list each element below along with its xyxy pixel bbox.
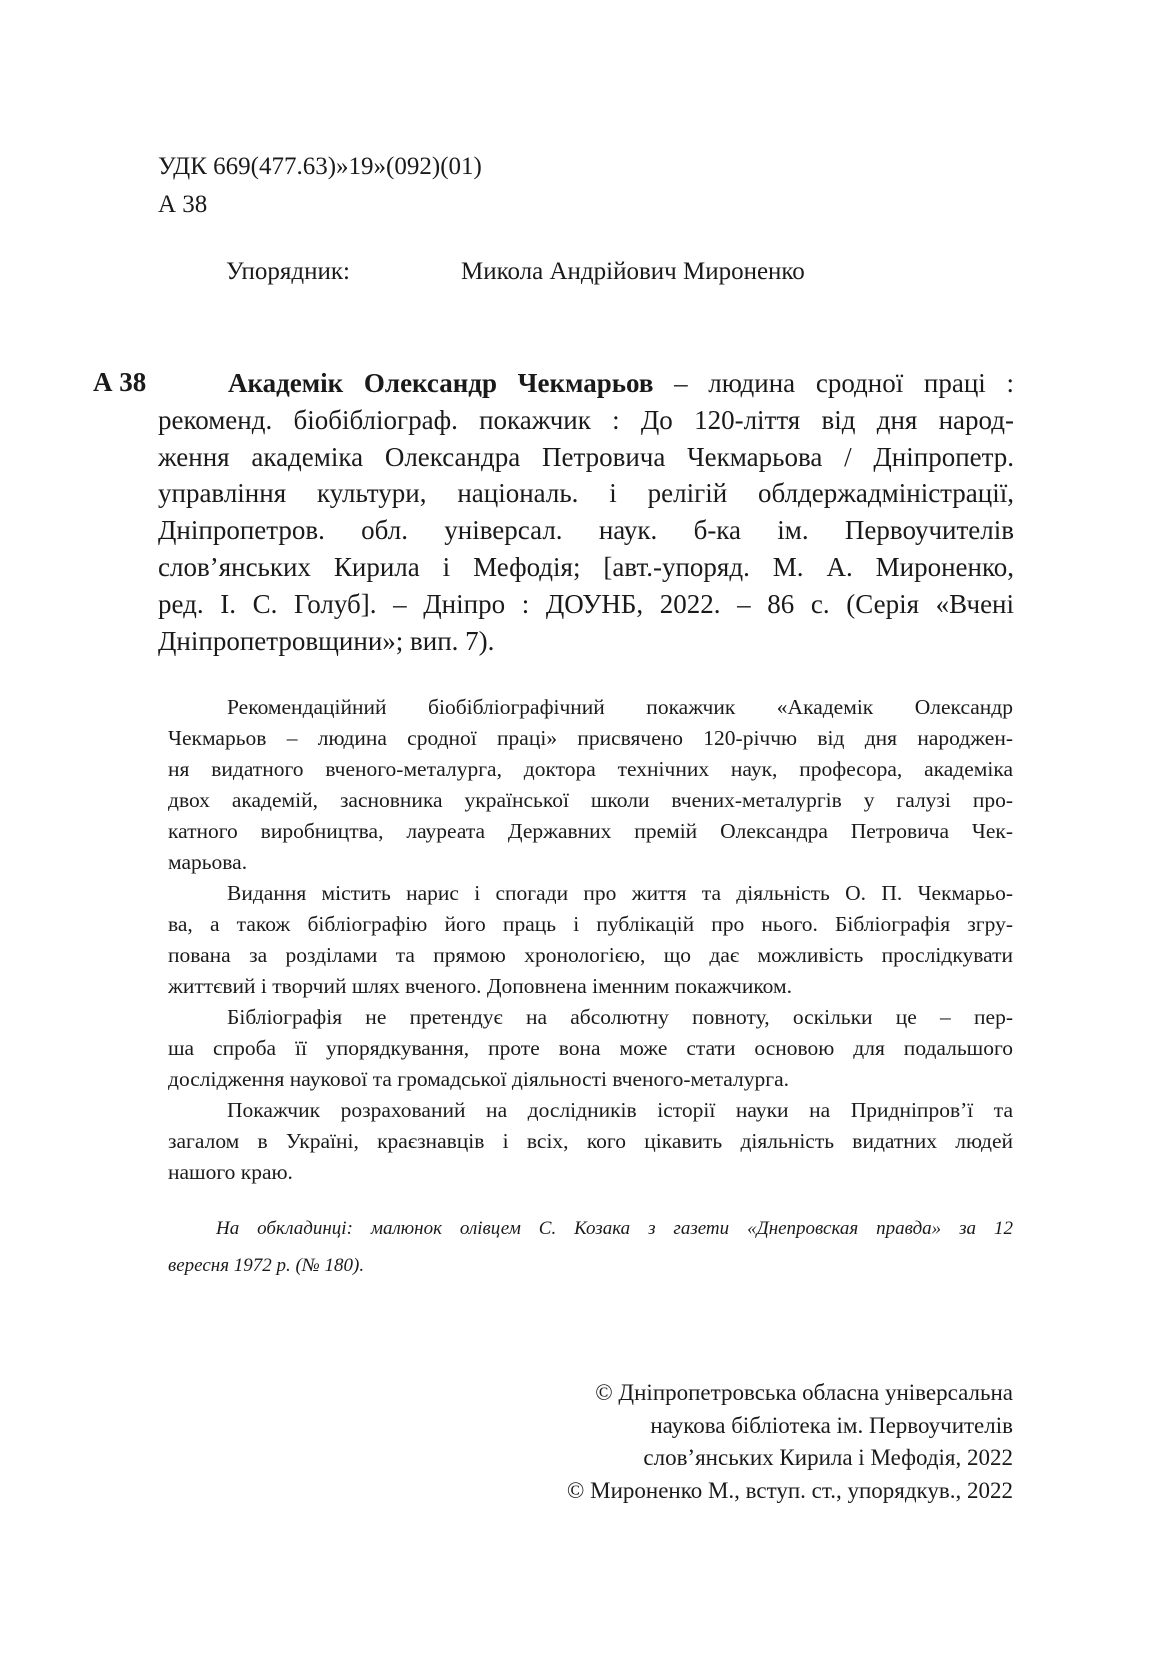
abstract-line: ня видатного вченого-металурга, доктора технічних наук, професора, академіка bbox=[168, 757, 1013, 781]
author-sign-code: А 38 bbox=[158, 191, 208, 218]
abstract-line: дослідження наукової та громадської діяльності вченого-металурга. bbox=[168, 1067, 789, 1091]
copyright-line: © Дніпропетровська обласна універсальна bbox=[595, 1380, 1013, 1405]
abstract-line: Чекмарьов – людина сродної праці» присвячено 120-річчю від дня народжен- bbox=[168, 726, 1013, 750]
entry-title: Академік Олександр Чекмарьов bbox=[228, 368, 654, 398]
compiler-name: Микола Андрійович Мироненко bbox=[461, 258, 805, 285]
entry-line bbox=[158, 365, 1014, 402]
abstract-line: Бібліографія не претендує на абсолютну повноту, оскільки це – пер- bbox=[227, 1005, 1013, 1029]
entry-line: слов’янських Кирила і Мефодія; [авт.-упоряд. М. А. Мироненко, bbox=[158, 551, 1014, 582]
entry-code: А 38 bbox=[93, 367, 147, 397]
cover-note-line: вересня 1972 р. (№ 180). bbox=[168, 1255, 365, 1276]
entry-line: управління культури, національ. і релігій облдержадміністрації, bbox=[158, 478, 1014, 509]
cover-note bbox=[168, 1210, 1013, 1284]
copyright-block bbox=[567, 1377, 1013, 1507]
abstract-line: пована за розділами та прямою хронологією, що дає можливість прослідкувати bbox=[168, 943, 1013, 967]
abstract bbox=[168, 692, 1013, 1188]
abstract-line: ва, а також бібліографію його праць і публікацій про нього. Бібліографія згру- bbox=[168, 912, 1013, 936]
abstract-line: нашого краю. bbox=[168, 1160, 293, 1184]
compiler-label: Упорядник: bbox=[226, 258, 350, 285]
abstract-line: катного виробництва, лауреата Державних премій Олександра Петровича Чек- bbox=[168, 819, 1013, 843]
entry-line: Дніпропетров. обл. універсал. наук. б-ка ім. Первоучителів bbox=[158, 515, 1014, 546]
entry-line: Дніпропетровщини»; вип. 7). bbox=[158, 625, 495, 656]
entry-line-text: – людина сродної праці : bbox=[653, 368, 1014, 398]
abstract-line: ша спроба її упорядкування, проте вона може стати основою для подальшого bbox=[168, 1036, 1013, 1060]
abstract-line: двох академій, засновника української школи вчених-металургів у галузі про- bbox=[168, 788, 1013, 812]
entry-line: рекоменд. біобібліограф. покажчик : До 120-ліття від дня народ- bbox=[158, 404, 1014, 435]
abstract-line: Покажчик розрахований на дослідників історії науки на Придніпров’ї та bbox=[227, 1098, 1013, 1122]
abstract-line: Видання містить нарис і спогади про життя та діяльність О. П. Чекмарьо- bbox=[227, 881, 1013, 905]
udk-code: УДК 669(477.63)»19»(092)(01) bbox=[158, 153, 482, 180]
entry-line: ред. І. С. Голуб]. – Дніпро : ДОУНБ, 2022. – 86 с. (Серія «Вчені bbox=[158, 588, 1014, 619]
cover-note-line: На обкладинці: малюнок олівцем С. Козака з газети «Днепровская правда» за 12 bbox=[216, 1218, 1013, 1239]
copyright-line: наукова бібліотека ім. Первоучителів bbox=[650, 1412, 1013, 1438]
abstract-line: марьова. bbox=[168, 850, 248, 874]
copyright-line: © Мироненко М., вступ. ст., упорядкув., 2022 bbox=[566, 1477, 1013, 1503]
abstract-line: загалом в Україні, краєзнавців і всіх, кого цікавить діяльність видатних людей bbox=[168, 1129, 1013, 1153]
abstract-line: Рекомендаційний біобібліографічний покажчик «Академік Олександр bbox=[227, 695, 1013, 719]
copyright-line: слов’янських Кирила і Мефодія, 2022 bbox=[643, 1445, 1013, 1470]
bibliographic-entry bbox=[158, 365, 1014, 659]
entry-line: ження академіка Олександра Петровича Чекмарьова / Дніпропетр. bbox=[158, 441, 1014, 472]
abstract-line: життєвий і творчий шлях вченого. Доповнена іменним покажчиком. bbox=[168, 974, 793, 998]
